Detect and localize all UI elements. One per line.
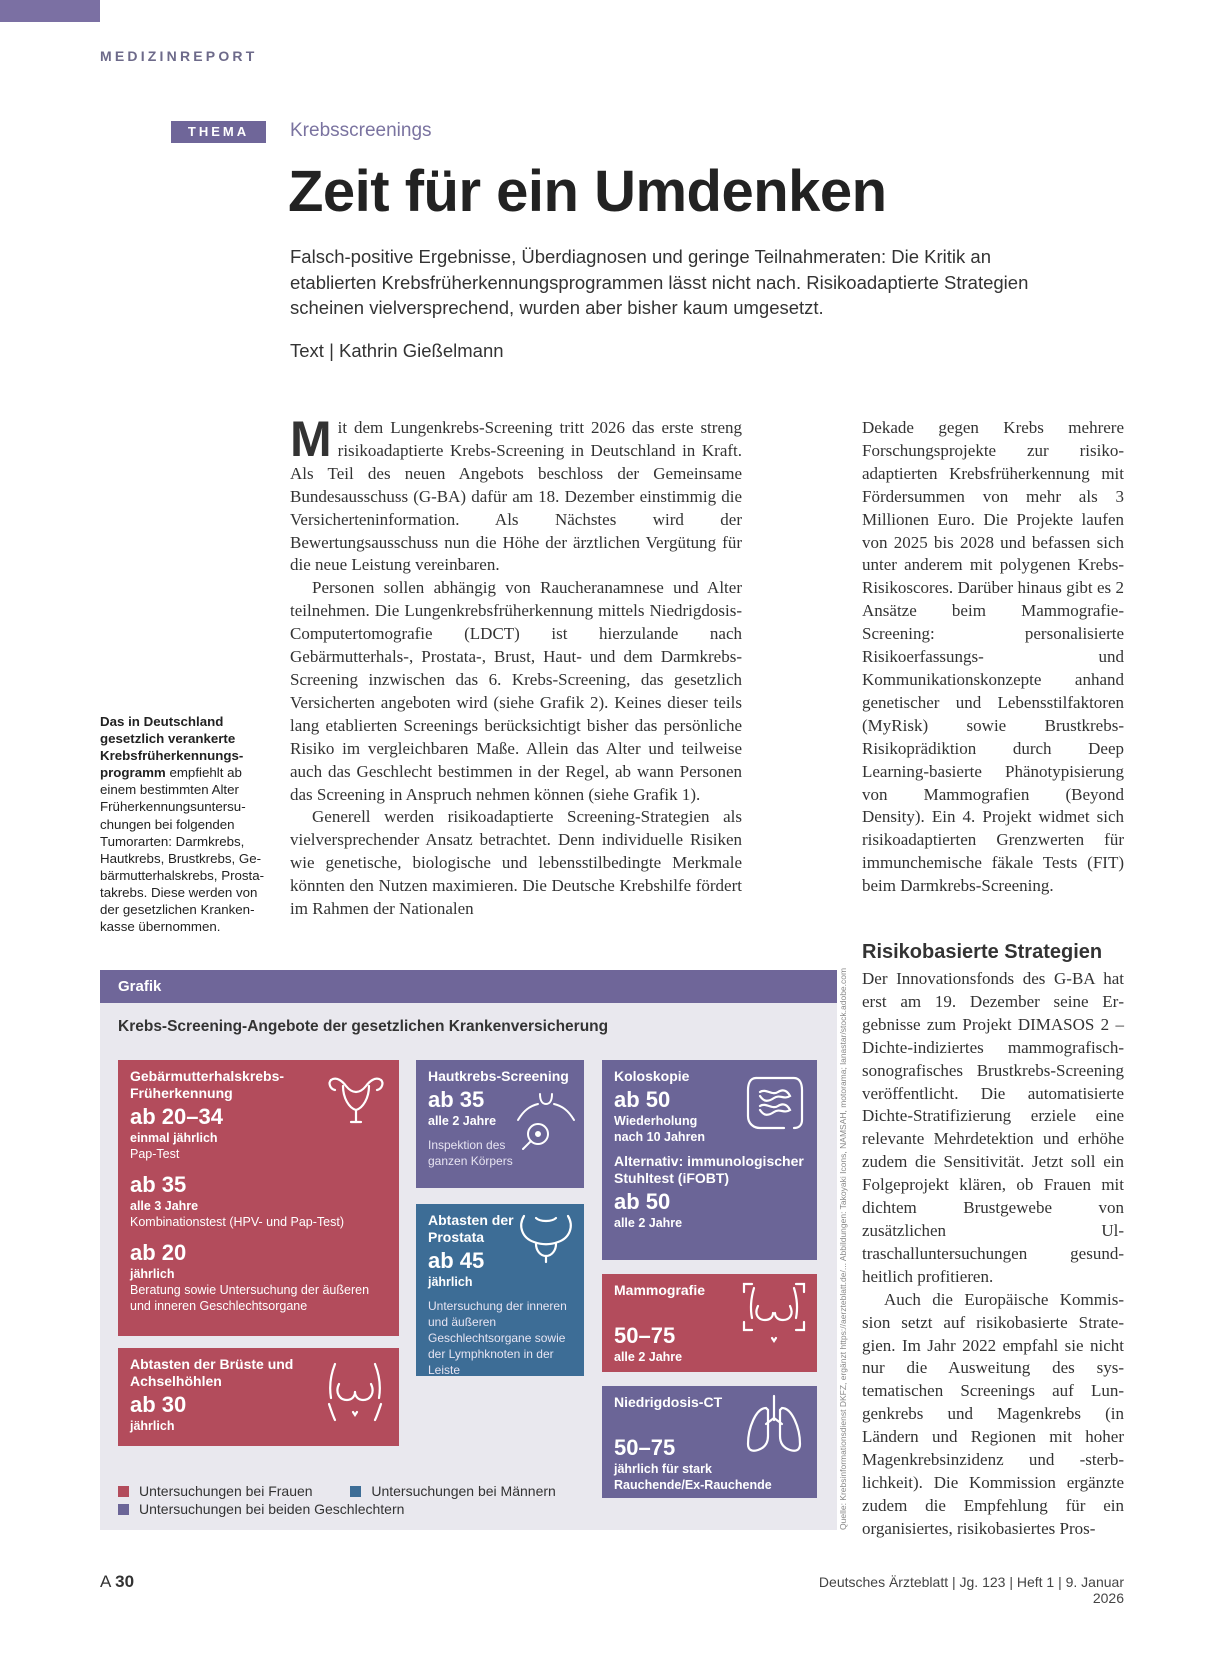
card-frequency: jährlich	[130, 1267, 175, 1281]
card-age: ab 50	[614, 1087, 671, 1112]
legend-label: Untersuchungen bei Männern	[371, 1483, 556, 1499]
side-note-text: empfiehlt ab einem bestimmten Alter Früherkennungsuntersuchungen bei folgenden Tumorarten: Darmkrebs, Hautkrebs, Brustkrebs, Gebärmutterhalskrebs, Prostatakrebs. Diese werden von der gesetzlichen Krankenkasse übernommen.	[100, 765, 265, 935]
card-test: Kombinationstest (HPV- und Pap-Test)	[130, 1215, 344, 1229]
card-age: ab 20	[130, 1240, 187, 1265]
card-age: ab 35	[428, 1087, 485, 1112]
side-note	[100, 713, 270, 935]
card-low-dose-ct	[602, 1386, 817, 1498]
card-age: 50–75	[614, 1323, 676, 1348]
drop-cap: M	[290, 411, 332, 467]
body-paragraph: Generell werden risikoadaptierte Screening-Strategien als vielversprechender Ansatz betrachtet. Denn individuelle Risiken wie genetische, biologische und lebensstilbedingte Merkmale könnten den Nutzen maximieren. Die Deutsche Krebshilfe fördert im Rahmen der Nationalen	[290, 807, 742, 919]
graphic-title: Krebs-Screening-Angebote der gesetzlichen Krankenversicherung	[118, 1018, 609, 1035]
card-prostate-palpation	[416, 1204, 584, 1376]
card-age: ab 20–34	[130, 1104, 223, 1129]
card-frequency: jährlich	[130, 1419, 175, 1433]
body-column-right-lower	[862, 968, 1124, 1541]
page-number-value: 30	[115, 1572, 135, 1591]
image-credit	[838, 967, 852, 1530]
subheading: Risikobasierte Strategien	[862, 941, 1103, 963]
card-age: ab 50	[614, 1189, 671, 1214]
card-title: Abtasten der Brüste und Achselhöhlen	[130, 1356, 294, 1389]
card-cervical-screening	[118, 1060, 399, 1336]
thema-badge: THEMA	[171, 121, 266, 143]
card-description: Inspektion des ganzen Körpers	[428, 1138, 513, 1168]
card-frequency: alle 3 Jahre	[130, 1199, 199, 1213]
legend-item-women	[118, 1483, 313, 1499]
intestine-icon	[742, 1072, 808, 1134]
mammography-icon	[742, 1282, 806, 1348]
legend	[118, 1482, 556, 1518]
section-label: MEDIZINREPORT	[100, 48, 258, 64]
card-frequency: Wiederholung nach 10 Jahren	[614, 1114, 706, 1144]
side-note-bold: Das in Deutschland gesetzlich verankerte Krebsfrüherkennungsprogramm	[100, 714, 244, 781]
card-age: 50–75	[614, 1435, 676, 1460]
card-title: Mammografie	[614, 1282, 706, 1298]
graphic-header-bar: Grafik	[100, 970, 837, 1003]
card-test: Beratung sowie Untersuchung der äußeren und inneren Geschlechtsorgane	[130, 1283, 370, 1313]
card-age: ab 45	[428, 1248, 485, 1273]
card-age: ab 30	[130, 1392, 187, 1417]
body-paragraph: Auch die Europäische Kommission setzt auf risikobasierte Strategien. Im Jahr 2022 empfahl sie nicht nur die Ausweitung des systematischen Screenings auf Lungenkrebs und Magenkrebs (in Ländern und Regionen mit hoher Magenkrebsinzidenz und -sterblichkeit). Die Kommission ergänzte zudem die Empfehlung für ein organisiertes, risikobasiertes Pros-	[862, 1289, 1124, 1538]
page-number	[100, 1572, 134, 1592]
legend-item-both	[118, 1500, 556, 1518]
legend-label: Untersuchungen bei Frauen	[139, 1483, 313, 1499]
body-paragraph-text: it dem Lungenkrebs-Screening tritt 2026 das erste streng risikoadaptierte Krebs-Screening in Deutschland in Kraft. Als Teil des neuen Angebots beschloss der Gemeinsame Bundesausschuss (G-BA) dafür am 18. Dezember einstimmig die Versicherteninformation. Als Nächstes wird der Bewertungsausschuss nun die Höhe der ärztlichen Vergütung für die neue Leistung vereinbaren.	[290, 418, 742, 575]
journal-footer: Deutsches Ärzteblatt | Jg. 123 | Heft 1 | 9. Januar 2026	[818, 1574, 1124, 1606]
card-frequency: jährlich	[428, 1275, 473, 1289]
lungs-icon	[742, 1394, 806, 1456]
headline: Zeit für ein Umdenken	[288, 159, 887, 224]
legend-swatch	[118, 1486, 129, 1497]
prostate-icon	[514, 1210, 578, 1264]
card-test: Pap-Test	[130, 1147, 180, 1161]
card-mammography	[602, 1274, 817, 1372]
card-colonoscopy	[602, 1060, 817, 1260]
card-frequency: alle 2 Jahre	[614, 1216, 683, 1230]
body-paragraph: Der Innovationsfonds des G-BA hat erst am 19. Dezember seine Ergebnisse zum Projekt DIMASOS 2 – Dichte-indiziertes mammografisch-sonografisches Brustkrebs-Screening veröffentlicht. Die automatisierte Dichte-Stratifizierung erziele eine relevante Mehrdetektion und erhöhe zudem die Sensitivität. Jetzt soll ein Folgeprojekt klären, ob Frauen mit dichtem Brustgewebe von zusätzlichen Ultraschalluntersuchungen gesundheitlich profitieren.	[862, 969, 1124, 1286]
body-paragraph: Dekade gegen Krebs mehrere Forschungsprojekte zur risikoadaptierten Krebsfrüherkennung mit Fördersummen von mehr als 3 Millionen Euro. Die Projekte laufen von 2025 bis 2028 und befassen sich unter anderem mit polygenen Krebs-Risikoscores. Darüber hinaus gibt es 2 Ansätze beim Mammografie-Screening: personalisierte Risikoerfassungs- und Kommunikationskonzepte anhand genetischer und Lebensstilfaktoren (MyRisk) sowie Brustkrebs-Risikoprädiktion durch Deep Learning-basierte Phänotypisierung von Mammografien (Beyond Density). Ein 4. Projekt widmet sich risikoadaptierten Grenzwerten für immunchemische fäkale Tests (FIT) beim Darmkrebs-Screening.	[862, 418, 1124, 896]
card-frequency: alle 2 Jahre	[614, 1350, 683, 1364]
byline: Text | Kathrin Gießelmann	[290, 340, 504, 361]
legend-swatch	[350, 1486, 361, 1497]
image-credit-text: Quelle: Krebsinformationsdienst DKFZ, ergänzt https://aerzteblatt.de/... Abbildungen: Takoyaki Icons, NAMSAH, motorama; lanastar/stock.adobe.com	[838, 967, 848, 1530]
card-breast-palpation	[118, 1348, 399, 1446]
card-skin-screening	[416, 1060, 584, 1188]
infographic	[100, 970, 837, 1530]
body-column-main	[290, 411, 742, 921]
kicker: Krebsscreenings	[290, 120, 432, 141]
card-title: Niedrigdosis-CT	[614, 1394, 723, 1410]
card-title: Gebärmutterhalskrebs-Früherkennung	[130, 1068, 285, 1101]
breast-icon	[323, 1360, 387, 1422]
card-title: Hautkrebs-Screening	[428, 1068, 569, 1084]
card-frequency: alle 2 Jahre	[428, 1114, 497, 1128]
body-paragraph	[290, 411, 742, 577]
card-title: Koloskopie	[614, 1068, 690, 1084]
card-frequency: jährlich für stark Rauchende/Ex-Rauchende	[614, 1462, 772, 1492]
corner-color-tab	[0, 0, 100, 22]
legend-label: Untersuchungen bei beiden Geschlechtern	[139, 1501, 405, 1517]
card-description: Untersuchung der inneren und äußeren Geschlechtsorgane sowie der Lymphknoten in der Leiste	[428, 1299, 567, 1377]
card-alt-title: Alternativ: immunologischer Stuhltest (iFOBT)	[614, 1153, 804, 1186]
body-paragraph: Personen sollen abhängig von Raucheranamnese und Alter teilnehmen. Die Lungenkrebsfrüherkennung mittels Niedrigdosis-Computertomografie (LDCT) ist hierzulande nach Gebärmutterhals-, Prostata-, Brust, Haut- und dem Darmkrebs-Screening inzwischen das 6. Krebs-Screening, das gesetzlich Versicherten angeboten wird (siehe Grafik 2). Keines dieser teils lang etablierten Screenings berücksichtigt bisher das persönliche Risiko im vergleichbaren Maße. Allein das Alter und teilweise auch das Geschlecht bestimmen in der Regel, ab wann Personen das Screening in Anspruch nehmen können (siehe Grafik 1).	[290, 578, 742, 804]
card-frequency: einmal jährlich	[130, 1131, 218, 1145]
lead-paragraph: Falsch-positive Ergebnisse, Überdiagnosen und geringe Teilnahmeraten: Die Kritik an etablierten Krebsfrüherkennungsprogrammen lässt nicht nach. Risikoadaptierte Strategien scheinen vielversprechend, wurden aber bisher kaum umgesetzt.	[290, 246, 1029, 318]
card-age: ab 35	[130, 1172, 187, 1197]
page-prefix: A	[100, 1572, 111, 1591]
card-title: Abtasten der Prostata	[428, 1212, 514, 1245]
skin-magnifier-icon	[514, 1090, 578, 1160]
legend-item-men	[350, 1483, 555, 1499]
body-column-right	[862, 417, 1124, 898]
legend-swatch	[118, 1504, 129, 1515]
uterus-icon	[323, 1070, 389, 1126]
